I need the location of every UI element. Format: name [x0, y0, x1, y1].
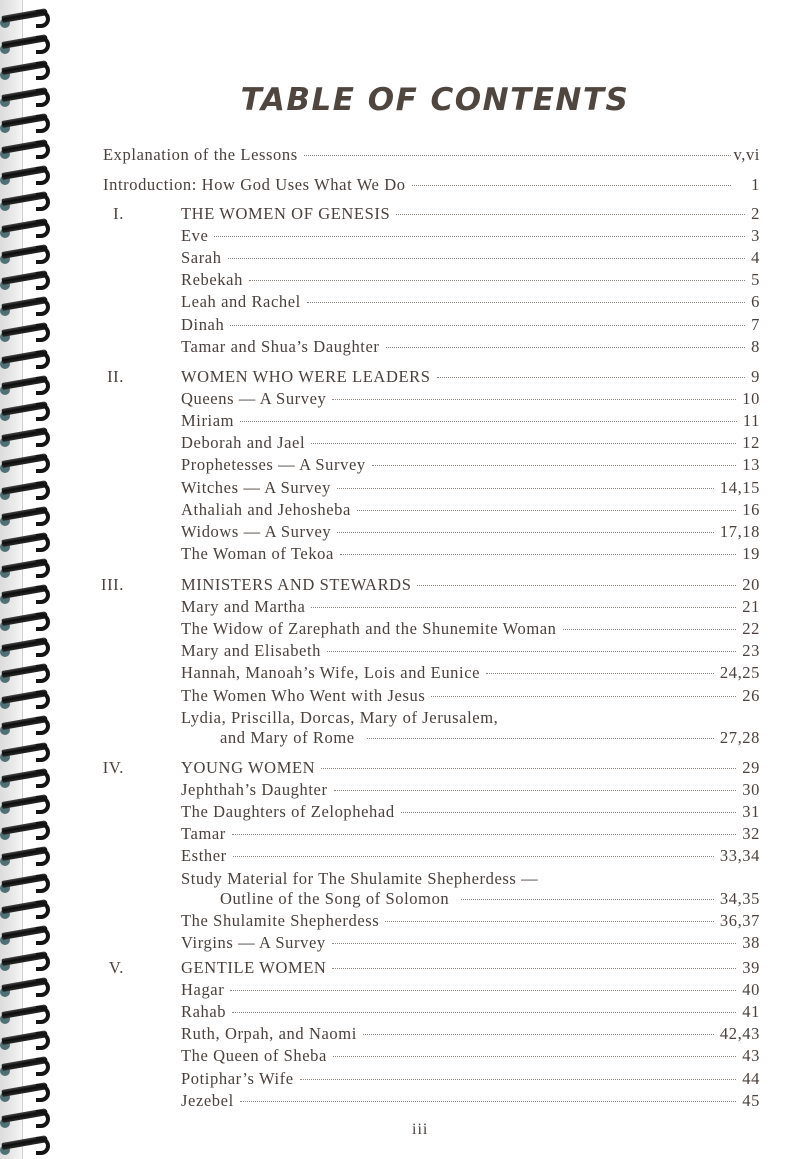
entry-label: Queens — A Survey: [181, 389, 327, 409]
entry-label: Virgins — A Survey: [181, 932, 326, 952]
entry-page: 26: [742, 685, 760, 705]
spiral-coil-icon: [2, 905, 50, 917]
spiral-coil-icon: [2, 1114, 50, 1126]
dot-leader: [249, 280, 745, 281]
spiral-coil-icon: [2, 617, 50, 629]
spiral-coil-icon: [2, 66, 50, 78]
entry-page: 6: [751, 292, 760, 312]
entry-label: Leah and Rachel: [181, 292, 301, 312]
entry-page: 1: [751, 175, 760, 194]
spiral-coil-icon: [2, 879, 50, 891]
spiral-coil-icon: [2, 276, 50, 288]
entry-page: 34,35: [719, 888, 760, 908]
entry-label: The Woman of Tekoa: [181, 543, 334, 563]
entry-page: v,vi: [733, 145, 760, 164]
dot-leader: [214, 236, 745, 237]
entry-page: 31: [742, 802, 760, 822]
toc-entry-label-line1: Lydia, Priscilla, Dorcas, Mary of Jerusalem,: [181, 707, 499, 727]
entry-page: 40: [742, 980, 760, 1000]
entry-label: Jezebel: [181, 1090, 234, 1110]
toc-entry[interactable]: [181, 433, 760, 453]
section-heading-4[interactable]: [102, 758, 760, 778]
dot-leader: [412, 185, 732, 186]
entry-page: 24,25: [719, 663, 760, 683]
dot-leader: [401, 812, 737, 813]
dot-leader: [461, 899, 714, 900]
section-page: 29: [742, 758, 760, 777]
dot-leader: [372, 465, 737, 466]
section-title: YOUNG WOMEN: [181, 758, 316, 777]
spiral-coil-icon: [2, 381, 50, 393]
toc-entry[interactable]: [181, 292, 760, 312]
toc-entry[interactable]: [181, 544, 760, 564]
spiral-coil-icon: [2, 328, 50, 340]
entry-label: Hannah, Manoah’s Wife, Lois and Eunice: [181, 663, 481, 683]
entry-page: 21: [742, 597, 760, 617]
toc-entry[interactable]: [181, 500, 760, 520]
entry-label: Witches — A Survey: [181, 477, 331, 497]
toc-entry[interactable]: [181, 686, 760, 706]
dot-leader: [332, 943, 737, 944]
entry-page: 3: [751, 226, 760, 246]
dot-leader: [363, 1034, 714, 1035]
spiral-coil-icon: [2, 171, 50, 183]
dot-leader: [232, 1012, 736, 1013]
toc-entry[interactable]: [181, 846, 760, 866]
dot-leader: [332, 399, 736, 400]
entry-page: 32: [742, 824, 760, 844]
spiral-coil-icon: [2, 433, 50, 445]
toc-entry[interactable]: [181, 315, 760, 335]
entry-page: 4: [751, 248, 760, 268]
entry-label: Hagar: [181, 980, 225, 1000]
entry-page: 38: [742, 932, 760, 952]
toc-entry[interactable]: [181, 780, 760, 800]
dot-leader: [386, 347, 746, 348]
toc-entry[interactable]: [181, 1069, 760, 1089]
entry-page: 16: [742, 499, 760, 519]
toc-entry[interactable]: [181, 1091, 760, 1111]
spiral-coil-icon: [2, 224, 50, 236]
entry-page: 10: [742, 389, 760, 409]
dot-leader: [230, 990, 736, 991]
spiral-coil-icon: [2, 1036, 50, 1048]
spiral-coil-icon: [2, 826, 50, 838]
entry-label: Esther: [181, 846, 227, 866]
dot-leader: [417, 585, 736, 586]
spiral-coil-icon: [2, 486, 50, 498]
entry-label: Prophetesses — A Survey: [181, 455, 366, 475]
entry-page: 7: [751, 314, 760, 334]
dot-leader: [337, 488, 714, 489]
dot-leader: [332, 968, 736, 969]
toc-entry[interactable]: [181, 411, 760, 431]
toc-entry[interactable]: [181, 980, 760, 1000]
entry-page: 22: [742, 619, 760, 639]
dot-leader: [396, 214, 745, 215]
entry-page: 27,28: [719, 727, 760, 747]
spiral-coil-icon: [2, 852, 50, 864]
spiral-coil-icon: [2, 983, 50, 995]
entry-page: 13: [742, 455, 760, 475]
section-page: 2: [751, 204, 760, 223]
toc-entry[interactable]: [181, 1046, 760, 1066]
dot-leader: [300, 1079, 737, 1080]
spiral-coil-icon: [2, 119, 50, 131]
entry-label: Rahab: [181, 1002, 227, 1022]
dot-leader: [228, 258, 746, 259]
entry-page: 19: [742, 543, 760, 563]
entry-page: 17,18: [719, 521, 760, 541]
entry-label: Explanation of the Lessons: [103, 145, 298, 164]
section-number: V.: [108, 958, 124, 977]
spiral-coil-icon: [2, 355, 50, 367]
toc-entry[interactable]: [220, 889, 760, 909]
entry-label: The Daughters of Zelophehad: [181, 802, 395, 822]
section-title: GENTILE WOMEN: [181, 958, 327, 977]
spiral-coil-icon: [2, 459, 50, 471]
spiral-coil-icon: [2, 774, 50, 786]
dot-leader: [437, 377, 746, 378]
dot-leader: [307, 302, 745, 303]
toc-entry-introduction[interactable]: [103, 175, 760, 195]
toc-entry[interactable]: [181, 270, 760, 290]
entry-page: 45: [742, 1090, 760, 1110]
entry-page: 12: [742, 433, 760, 453]
entry-label: Potiphar’s Wife: [181, 1068, 294, 1088]
toc-entry[interactable]: [181, 1002, 760, 1022]
section-heading-1[interactable]: [113, 204, 760, 224]
dot-leader: [337, 532, 714, 533]
entry-page: 42,43: [719, 1024, 760, 1044]
entry-label: Eve: [181, 226, 209, 246]
page-number: iii: [412, 1121, 429, 1138]
entry-label: Tamar and Shua’s Daughter: [181, 336, 380, 356]
toc-entry[interactable]: [181, 911, 760, 931]
toc-entry[interactable]: [181, 248, 760, 268]
entry-label: Athaliah and Jehosheba: [181, 499, 351, 519]
spiral-coil-icon: [2, 957, 50, 969]
entry-label: Mary and Martha: [181, 597, 306, 617]
spiral-binding-icon: [0, 0, 60, 1159]
section-page: 20: [742, 575, 760, 594]
section-heading-5[interactable]: [108, 958, 760, 978]
toc-entry[interactable]: [181, 1024, 760, 1044]
dot-leader: [321, 768, 736, 769]
spiral-coil-icon: [2, 695, 50, 707]
dot-leader: [311, 607, 736, 608]
toc-entry[interactable]: [181, 389, 760, 409]
entry-page: 33,34: [719, 846, 760, 866]
section-heading-2[interactable]: [107, 367, 760, 387]
spiral-coil-icon: [2, 407, 50, 419]
entry-page: 44: [742, 1068, 760, 1088]
dot-leader: [357, 510, 736, 511]
toc-entry[interactable]: [181, 933, 760, 953]
section-title: THE WOMEN OF GENESIS: [181, 204, 391, 223]
spiral-coil-icon: [2, 197, 50, 209]
dot-leader: [232, 834, 736, 835]
toc-entry[interactable]: [181, 802, 760, 822]
toc-entry[interactable]: [181, 619, 760, 639]
section-number: III.: [100, 575, 124, 594]
dot-leader: [431, 696, 736, 697]
dot-leader: [385, 921, 714, 922]
entry-label: Tamar: [181, 824, 226, 844]
dot-leader: [367, 738, 714, 739]
entry-label-continuation: Outline of the Song of Solomon: [220, 888, 450, 908]
dot-leader: [327, 651, 736, 652]
entry-label: Rebekah: [181, 270, 243, 290]
spiral-coil-icon: [2, 590, 50, 602]
spiral-coil-icon: [2, 1010, 50, 1022]
spiral-coil-icon: [2, 564, 50, 576]
entry-label: Introduction: How God Uses What We Do: [103, 175, 406, 194]
spiral-coil-icon: [2, 643, 50, 655]
dot-leader: [233, 856, 714, 857]
entry-label: Dinah: [181, 314, 225, 334]
entry-label: Mary and Elisabeth: [181, 641, 322, 661]
section-title: MINISTERS AND STEWARDS: [181, 575, 412, 594]
dot-leader: [340, 554, 736, 555]
spiral-coil-icon: [2, 40, 50, 52]
toc-entry-explanation[interactable]: [103, 145, 760, 165]
entry-page: 41: [742, 1002, 760, 1022]
dot-leader: [333, 1056, 736, 1057]
spiral-coil-icon: [2, 250, 50, 262]
spiral-coil-icon: [2, 931, 50, 943]
entry-label: Deborah and Jael: [181, 433, 306, 453]
toc-entry[interactable]: [181, 522, 760, 542]
spiral-coil-icon: [2, 1141, 50, 1153]
dot-leader: [486, 673, 714, 674]
toc-entry[interactable]: [181, 478, 760, 498]
entry-label-continuation: and Mary of Rome: [220, 727, 355, 747]
toc-entry-label-line1: Study Material for The Shulamite Shepherdess —: [181, 868, 539, 888]
entry-label: Widows — A Survey: [181, 521, 332, 541]
section-number: I.: [113, 204, 124, 223]
page-title: TABLE OF CONTENTS: [240, 82, 630, 118]
entry-label: The Queen of Sheba: [181, 1046, 327, 1066]
toc-entry[interactable]: [181, 455, 760, 475]
entry-label: Jephthah’s Daughter: [181, 780, 328, 800]
dot-leader: [240, 421, 737, 422]
spiral-coil-icon: [2, 512, 50, 524]
dot-leader: [240, 1101, 737, 1102]
spiral-coil-icon: [2, 748, 50, 760]
toc-entry[interactable]: [220, 728, 760, 748]
section-number: IV.: [102, 758, 124, 777]
toc-entry[interactable]: [181, 337, 760, 357]
dot-leader: [230, 325, 745, 326]
spiral-coil-icon: [2, 1088, 50, 1100]
section-page: 9: [751, 367, 760, 386]
spiral-coil-icon: [2, 1062, 50, 1074]
entry-page: 11: [742, 411, 760, 431]
entry-page: 14,15: [719, 477, 760, 497]
spiral-coil-icon: [2, 800, 50, 812]
dot-leader: [311, 443, 736, 444]
entry-label: The Shulamite Shepherdess: [181, 910, 380, 930]
entry-page: 30: [742, 780, 760, 800]
entry-page: 5: [751, 270, 760, 290]
dot-leader: [563, 629, 737, 630]
spiral-coil-icon: [2, 538, 50, 550]
spiral-coil-icon: [2, 145, 50, 157]
toc-entry[interactable]: [181, 663, 760, 683]
toc-entry[interactable]: [181, 824, 760, 844]
entry-label: Ruth, Orpah, and Naomi: [181, 1024, 357, 1044]
section-page: 39: [742, 958, 760, 977]
toc-entry[interactable]: [181, 641, 760, 661]
entry-label: The Women Who Went with Jesus: [181, 685, 426, 705]
spiral-coil-icon: [2, 669, 50, 681]
entry-label: Miriam: [181, 411, 235, 431]
entry-label: The Widow of Zarephath and the Shunemite Woman: [181, 619, 557, 639]
section-title: WOMEN WHO WERE LEADERS: [181, 367, 431, 386]
dot-leader: [304, 155, 732, 156]
entry-page: 36,37: [719, 910, 760, 930]
section-number: II.: [107, 367, 124, 386]
spiral-coil-icon: [2, 302, 50, 314]
dot-leader: [334, 790, 737, 791]
spiral-coil-icon: [2, 14, 50, 26]
toc-entry[interactable]: [181, 226, 760, 246]
entry-label: Sarah: [181, 248, 222, 268]
entry-page: 8: [751, 336, 760, 356]
entry-page: 23: [742, 641, 760, 661]
section-heading-3[interactable]: [100, 575, 760, 595]
toc-entry[interactable]: [181, 597, 760, 617]
spiral-coil-icon: [2, 721, 50, 733]
entry-page: 43: [742, 1046, 760, 1066]
